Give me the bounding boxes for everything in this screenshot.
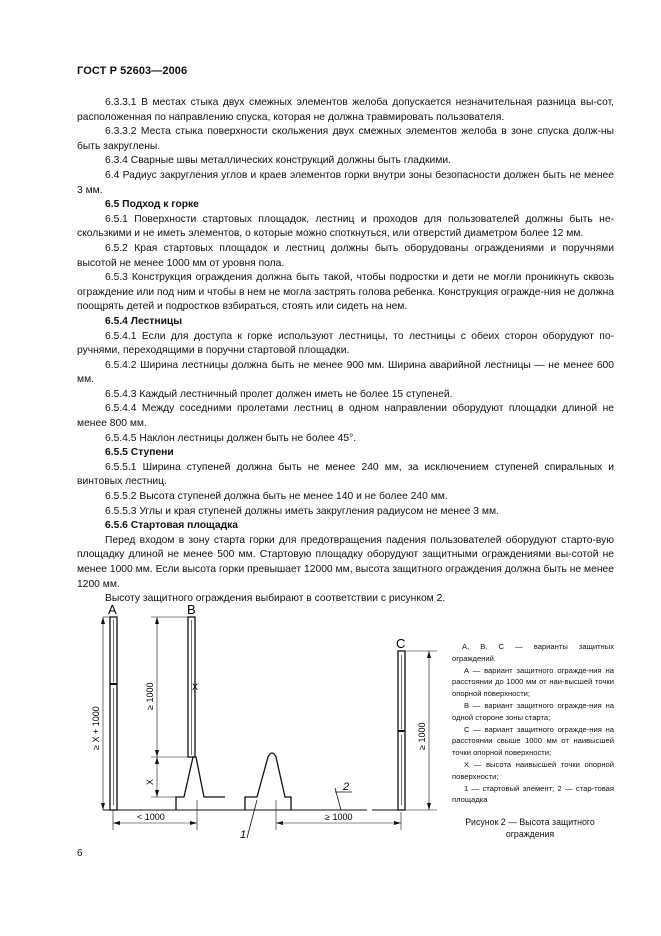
start-platform-left — [176, 757, 225, 810]
legend-item: C — вариант защитного огражде-ния на расстоянии свыше 1000 мм от наивысшей точки опорной поверхности; — [452, 724, 614, 758]
section-heading: 6.5.4 Лестницы — [105, 315, 183, 327]
dim-x-plus-1000: ≥ X + 1000 — [91, 706, 101, 750]
paragraph: 6.3.3.1 В местах стыка двух смежных элементов желоба допускается незначительная разница вы-сот, расположенная по направлению спуска, которая не должна травмировать пользователя. — [77, 97, 614, 123]
paragraph: Высоту защитного ограждения выбирают в соответствии с рисунком 2. — [105, 593, 446, 605]
paragraph: 6.5.2 Края стартовых площадок и лестниц должны быть оборудованы ограждениями и поручнями высотой не менее 1000 мм от уровня пола. — [77, 242, 614, 269]
paragraph: 6.5.5.1 Ширина ступеней должна быть не менее 240 мм, за исключением ступеней спиральных и винтовых лестниц. — [77, 461, 614, 488]
dim-lt-1000: < 1000 — [137, 812, 165, 822]
section-heading: 6.5 Подход к горке — [105, 199, 199, 211]
paragraph: 6.3.3.2 Места стыка поверхности скольжения двух смежных элементов желоба в зоне спуска долж-ны быть закруглены. — [77, 126, 614, 152]
legend-item: A, B, C — варианты защитных ограждений. — [452, 642, 614, 663]
figure-caption: Рисунок 2 — Высота защитного ограждения — [465, 817, 595, 839]
document-header: ГОСТ Р 52603—2006 — [77, 65, 188, 77]
paragraph: 6.3.4 Сварные швы металлических конструкций должны быть гладкими. — [105, 155, 451, 167]
paragraph: 6.5.5.3 Углы и края ступеней должны иметь закругления радиусом не менее 3 мм. — [105, 505, 499, 517]
fence-height-diagram — [77, 600, 447, 840]
body-text — [77, 96, 614, 607]
paragraph: 6.5.5.2 Высота ступеней должна быть не менее 140 и не более 240 мм. — [105, 491, 448, 503]
callout-1: 1 — [240, 829, 247, 840]
section-heading: 6.5.5 Ступени — [105, 447, 174, 459]
section-heading: 6.5.6 Стартовая площадка — [105, 520, 238, 532]
paragraph: 6.4 Радиус закругления углов и краев элементов горки внутри зоны безопасности должен быть не менее 3 мм. — [77, 169, 614, 196]
page-number: 6 — [77, 848, 83, 859]
dim-x-a: X — [192, 682, 199, 692]
paragraph: 6.5.1 Поверхности стартовых площадок, лестниц и проходов для пользователей должны быть не-скользкими и не иметь элементов, о которые можно споткнуться, или отверстий диаметром более 12 мм. — [77, 213, 614, 240]
legend-item: A — вариант защитного огражде-ния на расстоянии до 1000 мм от наи-высшей точки опорной поверхности; — [452, 665, 614, 699]
legend-item: 1 — стартовый элемент; 2 — стар-товая площадка — [452, 783, 614, 805]
paragraph: 6.5.3 Конструкция ограждения должна быть такой, чтобы подростки и дети не могли проникнуть сквозь ограждение или под ним и чтобы в нем не могла застрять голова ребенка. Конструкция огражде-ния не должна поощрять детей и подростков взбираться, стоять или сидеть на нем. — [77, 272, 614, 313]
label-a: A — [108, 602, 117, 617]
paragraph: 6.5.4.3 Каждый лестничный пролет должен иметь не более 15 ступеней. — [105, 388, 453, 400]
paragraph: 6.5.4.5 Наклон лестницы должен быть не более 45°. — [105, 432, 357, 444]
paragraph: 6.5.4.2 Ширина лестницы должна быть не менее 900 мм. Ширина аварийной лестницы — не менее 600 мм. — [77, 359, 614, 386]
paragraph: 6.5.4.4 Между соседними пролетами лестниц в одном направлении оборудуют площадки длиной не менее 800 мм. — [77, 403, 614, 430]
dim-ge-1000-c: ≥ 1000 — [417, 722, 427, 750]
start-element-1 — [245, 753, 291, 810]
paragraph: Перед входом в зону старта горки для предотвращения падения пользователей оборудуют старто-вую площадку длиной не менее 500 мм. Стартовую площадку оборудуют защитными ограждениями вы-сотой не менее 1000 мм. Если высота горки превышает 12000 мм, высота защитного ограждения должна быть не менее 1200 мм. — [77, 534, 614, 590]
dim-x-b: X — [145, 778, 155, 785]
label-b: B — [187, 602, 196, 617]
paragraph: 6.5.4.1 Если для доступа к горке используют лестницы, то лестницы с обеих сторон оборудуют по-ручнями, переходящими в поручни стартовой площадки. — [77, 330, 614, 357]
callout-2: 2 — [343, 781, 350, 793]
dim-ge-1000-bottom: ≥ 1000 — [325, 812, 353, 822]
legend-item: B — вариант защитного огражде-ния на одной стороне зоны старта; — [452, 700, 614, 722]
legend-item: X — высота наивысшей точки опорной поверхности; — [452, 759, 614, 781]
figure-legend — [452, 641, 614, 806]
dim-ge-1000-b: ≥ 1000 — [145, 682, 155, 710]
label-c: C — [396, 636, 406, 651]
